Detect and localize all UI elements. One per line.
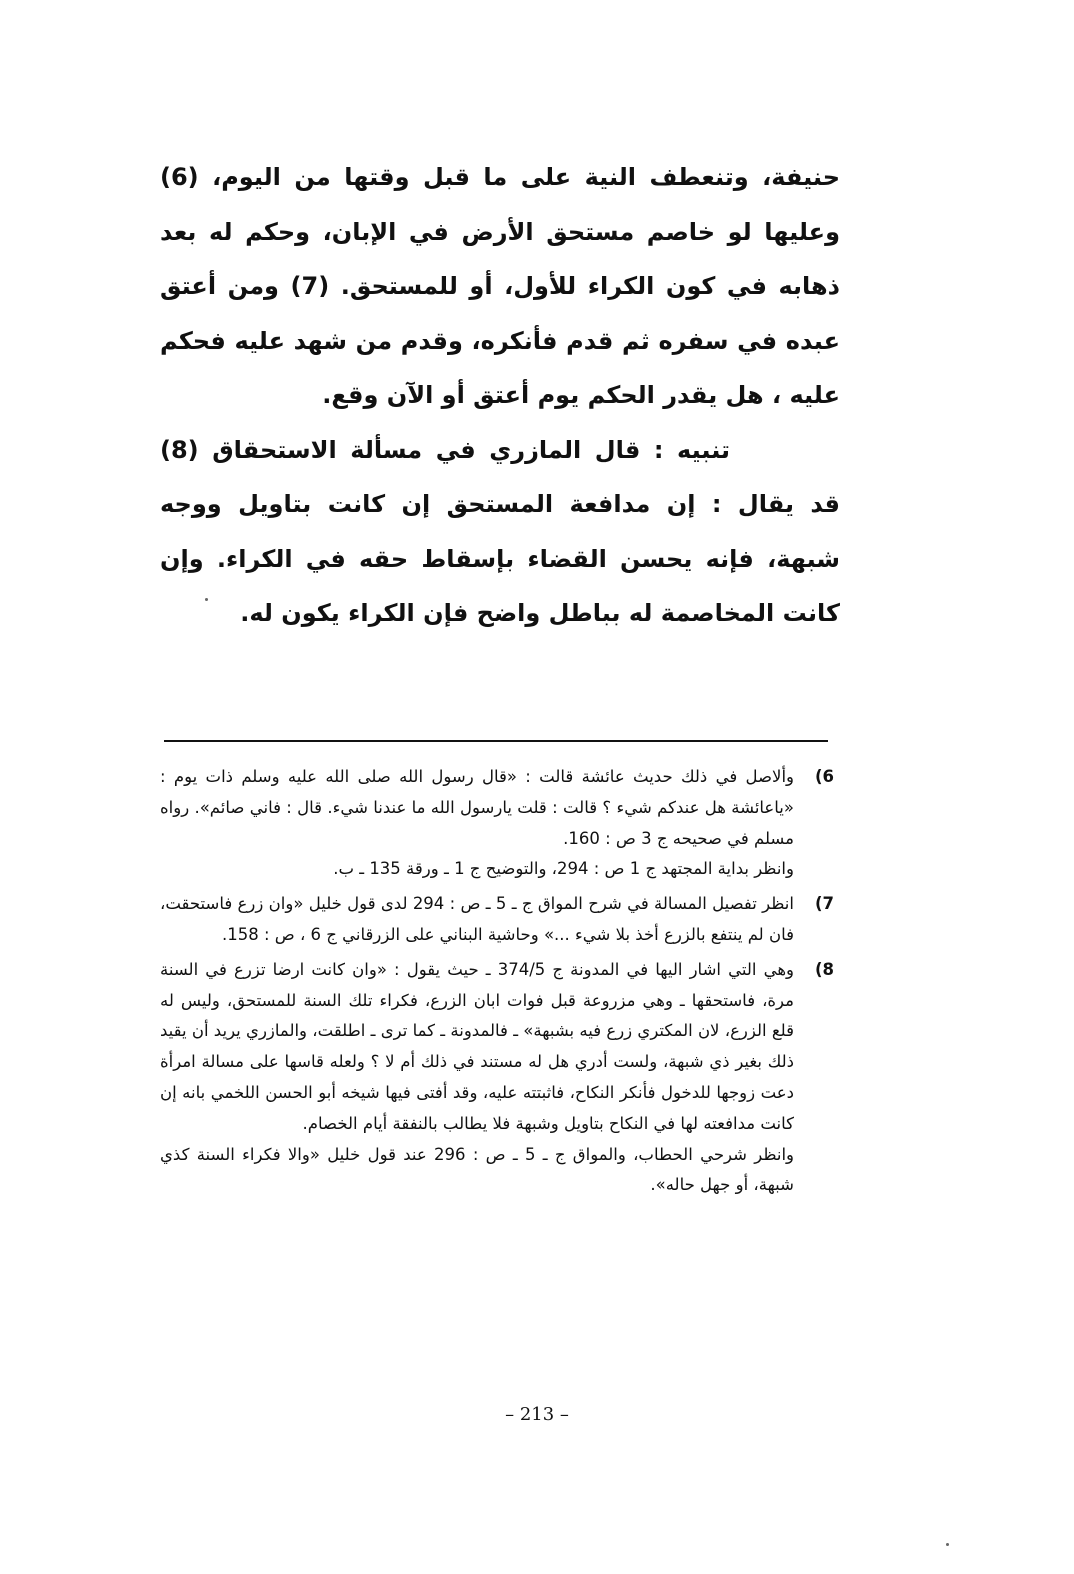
scan-speck [946,1543,949,1546]
page-number: – 213 – [505,1404,569,1425]
footnote-text: وانظر شرحي الحطاب، والمواق ج ـ 5 ـ ص : 296 عند قول خليل «والا فكراء السنة كذي شبهة، أو جهل حاله». [160,1144,795,1195]
footnote-number: (7 [814,894,834,914]
footnote-text: وألاصل في ذلك حديث عائشة قالت : «قال رسول الله صلى الله عليه وسلم ذات يوم : «ياعائشة هل عندكم شيء ؟ قالت : قلت يارسول الله ما عندنا شيء. قال : فاني صائم». رواه مسلم في صحيحه ج 3 ص : 160. [160,767,794,848]
footnotes-section [160,762,840,1201]
footnote-text: انظر تفصيل المسالة في شرح المواق ج ـ 5 ـ ص : 294 لدى قول خليل «وان زرع فاستحقت، فان لم ينتفع بالزرع أخذ بلا شيء ...» وحاشية البناني على الزرقاني ج 6 ، ص : 158. [160,894,794,944]
footnote-text: وهي التي اشار اليها في المدونة ج 374/5 ـ حيث يقول : «وان كانت ارضا تزرع في السنة مرة، فاستحقها ـ وهي مزروعة قبل فوات ابان الزرع، فكراء تلك السنة للمستحق، وليس له قلع الزرع، لان المكتري زرع فيه بشبهة» ـ فالمدونة ـ كما ترى ـ اطلقت، والمازري يريد أن يقيد ذلك بغير ذي شبهة، ولست أدري هل له مستند في ذلك أم لا ؟ ولعله قاسها على مسالة امرأة دعت زوجها للدخول فأنكر النكاح، فاثبتته عليه، وقد أفتى فيها شيخه أبو الحسن اللخمي بانه إن كانت مدافعته لها في النكاح بتاويل وشبهة فلا يطالب بالنفقة أيام الخصام. [160,959,794,1133]
main-paragraph: تنبيه : قال المازري في مسألة الاستحقاق (8) قد يقال : إن مدافعة المستحق إن كانت بتاويل ووجه شبهة، فإنه يحسن القضاء بإسقاط حقه في الكراء. وإن كانت المخاصمة له بباطل واضح فإن الكراء يكون له. [160,435,840,627]
scan-speck [205,598,208,601]
footnote [160,955,840,1201]
main-text-body [160,150,840,641]
footnote-number: (6 [814,767,834,786]
footnote [160,889,840,951]
footnote-text: وانظر بداية المجتهد ج 1 ص : 294، والتوضيح ج 1 ـ ورقة 135 ـ ب. [333,859,794,879]
footnote-separator [164,740,828,742]
footnote [160,762,840,885]
main-paragraph: حنيفة، وتنعطف النية على ما قبل وقتها من اليوم، (6) وعليها لو خاصم مستحق الأرض في الإبان، وحكم له بعد ذهابه في كون الكراء للأول، أو للمستحق. (7) ومن أعتق عبده في سفره ثم قدم فأنكره، وقدم من شهد عليه فحكم عليه ، هل يقدر الحكم يوم أعتق أو الآن وقع. [160,163,840,409]
footnote-number: (8 [814,959,834,979]
